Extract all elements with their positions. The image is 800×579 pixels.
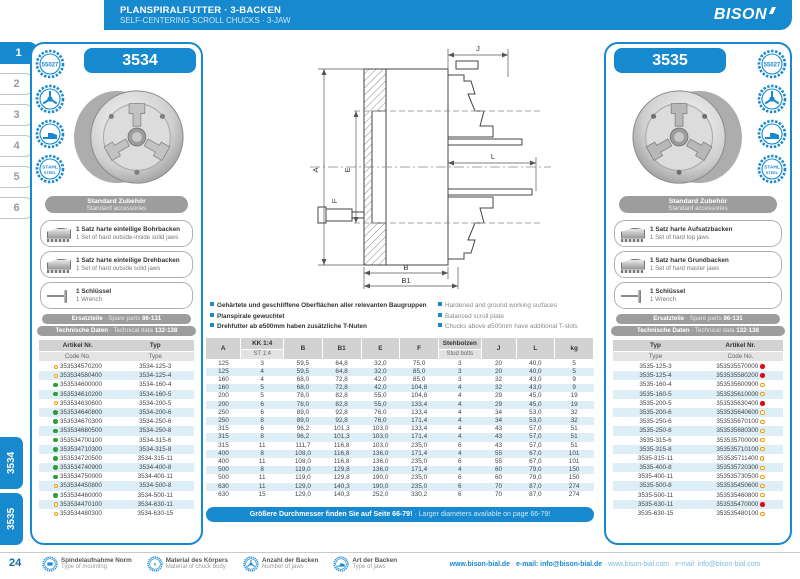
accessory-icon xyxy=(46,286,72,306)
page-header xyxy=(104,0,792,30)
type-number: 3535-500-8 xyxy=(639,482,672,490)
col-l: L xyxy=(516,338,555,359)
svg-text:STEEL: STEEL xyxy=(43,171,57,175)
dimension-row: 315 11 111,7 116,8 103,0 235,0 6 43 57,0 51 xyxy=(218,441,578,449)
code-number: 353534470100 xyxy=(59,500,102,508)
dimension-row: 400 8 108,0 116,8 136,0 171,4 4 55 67,0 101 xyxy=(206,450,594,458)
bullet-square-icon xyxy=(438,313,442,317)
table-row xyxy=(39,454,194,463)
footer-links xyxy=(420,561,790,568)
product-panel-3534 xyxy=(30,42,203,545)
svg-text:E: E xyxy=(343,167,352,173)
accessories-list xyxy=(614,220,782,309)
type-number: 3535-160-4 xyxy=(639,381,672,389)
section-tab[interactable]: 4 xyxy=(0,135,34,157)
col-header-code: Artikel Nr. xyxy=(725,342,756,349)
table-row xyxy=(613,509,783,518)
table-row xyxy=(39,509,194,518)
product-tab[interactable]: 3534 xyxy=(0,437,23,489)
accessory-item xyxy=(614,251,782,278)
col-kk-sub: ST 1:4 xyxy=(241,349,284,359)
col-header-code: Artikel Nr. xyxy=(62,342,93,349)
code-number: 353534740900 xyxy=(60,464,103,472)
table-row xyxy=(39,445,194,454)
svg-text:B: B xyxy=(403,263,409,272)
type-number: 3535-160-5 xyxy=(639,390,672,398)
accessory-item xyxy=(40,220,193,247)
availability-dot xyxy=(53,383,58,388)
table-row xyxy=(613,463,783,472)
type-number: 3535-250-6 xyxy=(639,418,672,426)
availability-dot xyxy=(760,484,764,488)
jaw-count-badge-icon xyxy=(243,556,259,572)
availability-dot xyxy=(760,475,764,479)
availability-dot xyxy=(760,456,764,460)
code-number: 353534680500 xyxy=(60,427,103,435)
code-number: 353534570200 xyxy=(59,363,102,370)
accessory-label-en: 1 Set of hard outside-inside solid jaws xyxy=(76,233,179,241)
col-a: A xyxy=(206,338,241,359)
jaw-type-badge-icon xyxy=(35,119,65,149)
availability-dot xyxy=(760,392,764,396)
product-panel-3535 xyxy=(604,42,792,545)
code-number: 353534630600 xyxy=(59,399,102,407)
availability-dot xyxy=(760,493,764,497)
type-number: 3535-500-11 xyxy=(637,491,674,499)
table-row xyxy=(613,417,783,426)
code-number: 353535720300 xyxy=(716,464,759,472)
type-number: 3534-160-5 xyxy=(139,390,172,398)
table-row xyxy=(613,500,783,509)
section-tab[interactable]: 1 xyxy=(0,42,38,64)
table-row xyxy=(613,408,783,417)
bullet-item: Chucks above ø500mm have additional T-slots xyxy=(438,322,594,333)
col-j: J xyxy=(481,338,516,359)
col-e: E xyxy=(361,338,400,359)
svg-text:F: F xyxy=(330,198,339,204)
model-number-badge: 3535 xyxy=(614,48,726,73)
code-number: 353535730500 xyxy=(716,473,759,481)
type-number: 3534-500-11 xyxy=(137,491,173,499)
type-number: 3534-250-6 xyxy=(139,418,172,426)
section-tab[interactable]: 6 xyxy=(0,197,34,219)
dimension-row: 125 4 59,5 64,8 32,0 85,0 3 20 40,0 5 xyxy=(206,368,594,376)
code-number: 353534450800 xyxy=(59,482,102,490)
table-row xyxy=(39,472,194,481)
footer-link[interactable]: · www.bison-bial.com xyxy=(602,561,669,568)
availability-dot xyxy=(760,438,764,442)
code-number: 353535700000 xyxy=(716,436,759,444)
bison-logo-text: BISON xyxy=(713,6,767,23)
availability-dot xyxy=(54,374,58,378)
steel-badge-icon xyxy=(147,556,163,572)
type-number: 3535-630-15 xyxy=(637,510,674,517)
svg-text:55027: 55027 xyxy=(41,62,59,69)
dimension-row: 200 6 78,0 82,8 55,0 133,4 4 29 45,0 19 xyxy=(206,401,594,409)
code-number: 353535680300 xyxy=(716,427,759,435)
type-number: 3535-200-6 xyxy=(639,408,672,416)
availability-dot xyxy=(53,493,58,498)
code-number: 353534610200 xyxy=(60,390,103,398)
spare-parts-ref: Ersatzteile · Spare parts 86-131 xyxy=(616,314,780,324)
svg-text:STAHL: STAHL xyxy=(764,165,780,171)
bullet-square-icon xyxy=(438,302,442,306)
accessory-label-en: 1 Wrench xyxy=(76,295,102,303)
dimension-row: 160 4 68,0 72,8 42,0 85,0 3 32 43,0 9 xyxy=(218,375,576,383)
table-row xyxy=(613,445,783,454)
availability-dot xyxy=(53,419,58,424)
availability-dot xyxy=(760,466,764,470)
mounting-norm-badge-icon xyxy=(35,49,65,79)
type-number: 3534-200-6 xyxy=(139,408,172,416)
type-number: 3535-630-11 xyxy=(637,500,674,508)
table-row xyxy=(613,390,783,399)
jaw-type-badge-icon xyxy=(333,556,349,572)
svg-text:STEEL: STEEL xyxy=(765,171,779,175)
page-number: 24 xyxy=(9,557,22,569)
code-number: 353534700100 xyxy=(60,436,103,444)
col-studbolts: Stehbolzen xyxy=(439,338,482,349)
availability-dot xyxy=(54,401,58,405)
availability-dot xyxy=(53,447,58,452)
accessory-label-en: 1 Set of hard master jaws xyxy=(650,264,720,272)
table-row xyxy=(39,491,194,500)
table-row xyxy=(613,481,783,490)
table-row xyxy=(613,472,783,481)
larger-diameters-banner: Größere Durchmesser finden Sie auf Seite 66-79! · Larger diameters available on page 66-79! xyxy=(206,507,594,522)
col-kk: KK 1:4 xyxy=(241,338,284,349)
dimension-row: 400 11 108,0 116,8 136,0 235,0 6 55 67,0 101 xyxy=(218,457,580,465)
accessory-icon xyxy=(620,255,646,275)
mounting-norm-badge-icon xyxy=(42,556,58,572)
table-row xyxy=(613,436,783,445)
table-row xyxy=(613,362,783,371)
code-number: 353535470000 xyxy=(716,500,759,508)
order-table-3534 xyxy=(39,340,194,518)
type-number: 3534-630-11 xyxy=(137,500,173,508)
dimension-row: 250 8 89,0 92,8 76,0 171,4 4 34 53,0 32 xyxy=(206,417,594,425)
type-number: 3534-400-8 xyxy=(139,464,172,472)
bullet-square-icon xyxy=(210,323,214,327)
availability-dot xyxy=(760,420,764,424)
bison-logo-horn-icon xyxy=(769,7,776,14)
title-german: PLANSPIRALFUTTER · 3-BACKEN xyxy=(120,5,282,16)
bullets-german xyxy=(210,301,438,333)
chuck-product-photo xyxy=(620,82,748,192)
code-number: 353534750000 xyxy=(60,473,103,481)
dimension-row: 250 6 89,0 92,8 76,0 133,4 4 34 53,0 32 xyxy=(218,408,578,416)
availability-dot xyxy=(53,392,58,397)
accessory-item xyxy=(40,282,193,309)
code-number: 353534710300 xyxy=(60,445,103,453)
footer-link[interactable]: www.bison-bial.de xyxy=(449,561,510,568)
type-number: 3535-400-8 xyxy=(639,464,672,472)
legend-item: Spindelaufnahme Norm Type of mounting xyxy=(42,556,132,572)
code-number: 353534480300 xyxy=(59,510,102,517)
availability-dot xyxy=(760,383,764,387)
type-number: 3535-125-3 xyxy=(639,363,672,370)
availability-dot xyxy=(53,456,58,461)
col-header-type: Typ xyxy=(650,342,661,349)
code-number: 353534600000 xyxy=(60,381,103,389)
svg-text:S: S xyxy=(153,562,156,567)
page-title xyxy=(120,5,291,25)
availability-dot xyxy=(760,447,764,451)
table-row xyxy=(39,399,194,408)
jaw-type-badge-icon xyxy=(757,119,787,149)
footer-link[interactable]: · e-mail: info@bison-bial.com xyxy=(669,561,760,568)
code-number: 353534670300 xyxy=(60,418,103,426)
availability-dot xyxy=(53,438,58,443)
steel-badge-icon xyxy=(35,154,65,184)
standard-accessories-header xyxy=(619,196,777,213)
table-row xyxy=(39,500,194,509)
type-number: 3535-315-6 xyxy=(639,436,672,444)
availability-dot xyxy=(53,429,58,434)
section-tab[interactable]: 2 xyxy=(0,73,34,95)
accessory-label-en: 1 Set of hard outside solid jaws xyxy=(76,264,161,272)
col-f: F xyxy=(400,338,439,359)
dimension-row: 315 8 96,2 101,3 103,0 171,4 4 43 57,0 51 xyxy=(206,433,594,441)
product-tab-bar xyxy=(0,437,23,545)
code-number: 353535670100 xyxy=(716,418,759,426)
footer-divider xyxy=(0,552,800,553)
col-b1: B1 xyxy=(322,338,361,359)
bullet-square-icon xyxy=(210,313,214,317)
accessory-icon xyxy=(620,286,646,306)
type-number: 3534-125-4 xyxy=(139,372,172,380)
table-row xyxy=(39,417,194,426)
jaw-count-badge-icon xyxy=(35,84,65,114)
type-number: 3534-500-8 xyxy=(139,482,172,490)
col-b: B xyxy=(284,338,323,359)
availability-dot xyxy=(54,365,58,369)
table-row xyxy=(39,426,194,435)
order-table-3535 xyxy=(613,340,783,518)
type-number: 3534-315-8 xyxy=(139,445,172,453)
bullet-item: Gehärtete und geschliffene Oberflächen aller relevanten Baugruppen xyxy=(210,301,438,312)
table-row xyxy=(613,491,783,500)
bullet-item: Planspirale gewuchtet xyxy=(210,312,438,323)
table-row xyxy=(39,481,194,490)
section-tab[interactable]: 3 xyxy=(0,104,34,126)
table-row xyxy=(613,371,783,380)
standard-accessories-header xyxy=(45,196,188,213)
col-header-type: Typ xyxy=(149,342,161,349)
code-number: 353535640600 xyxy=(716,408,759,416)
type-number: 3534-160-4 xyxy=(139,381,172,389)
type-number: 3535-200-5 xyxy=(639,399,672,407)
svg-text:STAHL: STAHL xyxy=(42,165,58,171)
code-number: 353535480100 xyxy=(716,510,759,517)
svg-text:B1: B1 xyxy=(401,276,411,285)
type-number: 3535-125-4 xyxy=(639,372,672,380)
type-number: 3534-200-5 xyxy=(139,399,172,407)
accessories-header-en: Standard accessories xyxy=(668,205,728,212)
accessories-list xyxy=(40,220,193,309)
feature-bullets xyxy=(210,301,594,333)
dimension-row: 630 15 129,0 140,3 252,0 330,2 6 70 87,0 274 xyxy=(218,490,580,498)
dimension-row: 125 3 59,5 64,8 32,0 75,0 3 20 40,0 5 xyxy=(218,359,576,367)
bullet-item: Hardened and ground working surfaces xyxy=(438,301,594,312)
title-english: SELF-CENTERING SCROLL CHUCKS · 3-JAW xyxy=(120,16,291,25)
availability-dot xyxy=(53,410,58,415)
svg-text:A: A xyxy=(311,167,320,173)
legend-item: Art der Backen Type of jaws xyxy=(333,556,397,572)
accessories-header-de: Standard Zubehör xyxy=(87,198,146,205)
code-number: 353535711400 xyxy=(716,454,759,462)
technical-data-ref: Technische Daten · Technical data 132-138 xyxy=(611,326,785,336)
type-number: 3535-400-11 xyxy=(637,473,674,481)
type-number: 3534-315-6 xyxy=(139,436,172,444)
availability-dot xyxy=(760,401,765,406)
svg-text:55027: 55027 xyxy=(763,62,781,69)
col-studbolts-sub: Stud bolts xyxy=(439,349,482,359)
chuck-product-photo xyxy=(68,82,196,192)
availability-dot xyxy=(760,373,765,378)
code-number: 353534580400 xyxy=(59,372,102,380)
table-row xyxy=(613,399,783,408)
table-row xyxy=(39,362,194,371)
table-row xyxy=(613,454,783,463)
code-number: 353535450600 xyxy=(716,482,759,490)
table-row xyxy=(39,463,194,472)
model-number-badge: 3534 xyxy=(84,48,196,73)
legend-item: Anzahl der Backen Number of jaws xyxy=(243,556,318,572)
type-number: 3534-315-11 xyxy=(137,454,173,462)
footer-legend xyxy=(42,556,397,572)
table-row xyxy=(613,426,783,435)
code-number: 353535600900 xyxy=(716,381,759,389)
dimension-row: 500 8 119,0 129,8 136,0 171,4 4 60 79,0 150 xyxy=(206,466,594,474)
accessories-header-de: Standard Zubehör xyxy=(668,198,728,205)
bison-logo xyxy=(714,6,776,24)
dimension-row: 500 11 119,0 129,8 190,0 235,0 6 60 79,0 150 xyxy=(218,474,580,482)
bullet-square-icon xyxy=(438,323,442,327)
accessory-label-de: 1 Schlüssel xyxy=(650,287,686,295)
table-row xyxy=(39,371,194,380)
steel-badge-icon xyxy=(757,154,787,184)
technical-data-ref: Technische Daten · Technical data 132-138 xyxy=(37,326,196,336)
table-row xyxy=(39,436,194,445)
col-subheader-code: Code No. xyxy=(727,353,754,360)
table-row xyxy=(613,380,783,389)
accessory-item xyxy=(614,282,782,309)
accessory-label-de: 1 Satz harte Aufsatzbacken xyxy=(650,225,733,233)
accessory-label-de: 1 Schlüssel xyxy=(76,287,112,295)
type-number: 3534-125-3 xyxy=(139,363,172,370)
dimensions-table xyxy=(206,338,594,499)
col-subheader-type: Type xyxy=(648,353,663,360)
code-number: 353534720500 xyxy=(60,454,103,462)
table-row xyxy=(39,390,194,399)
code-number: 353534460000 xyxy=(60,491,103,499)
dimension-row: 160 5 68,0 72,8 42,0 104,8 4 32 43,0 9 xyxy=(206,384,594,392)
availability-dot xyxy=(54,512,58,516)
dimension-row: 315 6 96,2 101,3 103,0 133,4 4 43 57,0 51 xyxy=(218,425,578,433)
bullet-item: Balanced scroll plate xyxy=(438,312,594,323)
footer-link[interactable]: · e-mail: info@bison-bial.de xyxy=(510,561,602,568)
accessory-icon xyxy=(46,224,72,244)
bullet-item: Drehfutter ab ø500mm haben zusätzliche T-Nuten xyxy=(210,322,438,333)
table-row xyxy=(39,380,194,389)
availability-dot xyxy=(54,502,58,506)
product-tab[interactable]: 3535 xyxy=(0,493,23,545)
type-number: 3534-400-11 xyxy=(137,473,173,481)
dimension-row: 200 5 78,0 82,8 55,0 104,8 4 29 45,0 19 xyxy=(218,392,578,400)
code-number: 353535460800 xyxy=(716,491,759,499)
availability-dot xyxy=(53,465,58,470)
table-row xyxy=(39,408,194,417)
type-number: 3534-250-8 xyxy=(139,427,172,435)
svg-text:L: L xyxy=(490,152,496,161)
code-number: 353535570000 xyxy=(716,363,759,370)
svg-text:J: J xyxy=(476,44,480,53)
availability-dot xyxy=(53,475,58,480)
legend-item: S Material des Körpers Material of chuck body xyxy=(147,556,228,572)
availability-dot xyxy=(54,484,58,488)
section-tab[interactable]: 5 xyxy=(0,166,34,188)
accessory-item xyxy=(614,220,782,247)
code-number: 353534640800 xyxy=(60,408,103,416)
code-number: 353535710100 xyxy=(716,445,759,453)
badge-column xyxy=(757,49,787,184)
availability-dot xyxy=(760,410,764,414)
col-kg: kg xyxy=(555,338,594,359)
code-number: 353535630400 xyxy=(716,399,759,407)
dimension-row: 630 11 129,0 140,3 190,0 235,0 6 70 87,0 274 xyxy=(206,483,594,491)
availability-dot xyxy=(760,364,765,369)
badge-column xyxy=(35,49,65,184)
technical-drawing xyxy=(206,40,594,294)
type-number: 3535-315-8 xyxy=(639,445,672,453)
accessory-label-de: 1 Satz harte einteilige Drehbacken xyxy=(76,256,180,264)
type-number: 3535-315-11 xyxy=(637,454,674,462)
mounting-norm-badge-icon xyxy=(757,49,787,79)
accessories-header-en: Standard accessories xyxy=(86,205,147,212)
accessory-icon xyxy=(620,224,646,244)
type-number: 3535-250-8 xyxy=(639,427,672,435)
availability-dot xyxy=(760,429,764,433)
type-number: 3534-630-15 xyxy=(137,510,174,517)
bullet-square-icon xyxy=(210,302,214,306)
accessory-icon xyxy=(46,255,72,275)
spare-parts-ref: Ersatzteile · Spare parts 86-131 xyxy=(42,314,191,324)
accessory-item xyxy=(40,251,193,278)
accessory-label-en: 1 Wrench xyxy=(650,295,676,303)
col-subheader-code: Code No. xyxy=(64,353,91,360)
accessory-label-en: 1 Set of hard top jaws xyxy=(650,233,709,241)
code-number: 353535580200 xyxy=(716,372,759,380)
jaw-count-badge-icon xyxy=(757,84,787,114)
bullets-english xyxy=(438,301,594,333)
col-subheader-type: Type xyxy=(148,353,162,360)
accessory-label-de: 1 Satz harte einteilige Bohrbacken xyxy=(76,225,181,233)
availability-dot xyxy=(760,502,765,507)
availability-dot xyxy=(760,512,764,516)
code-number: 353535610000 xyxy=(716,390,759,398)
accessory-label-de: 1 Satz harte Grundbacken xyxy=(650,256,729,264)
